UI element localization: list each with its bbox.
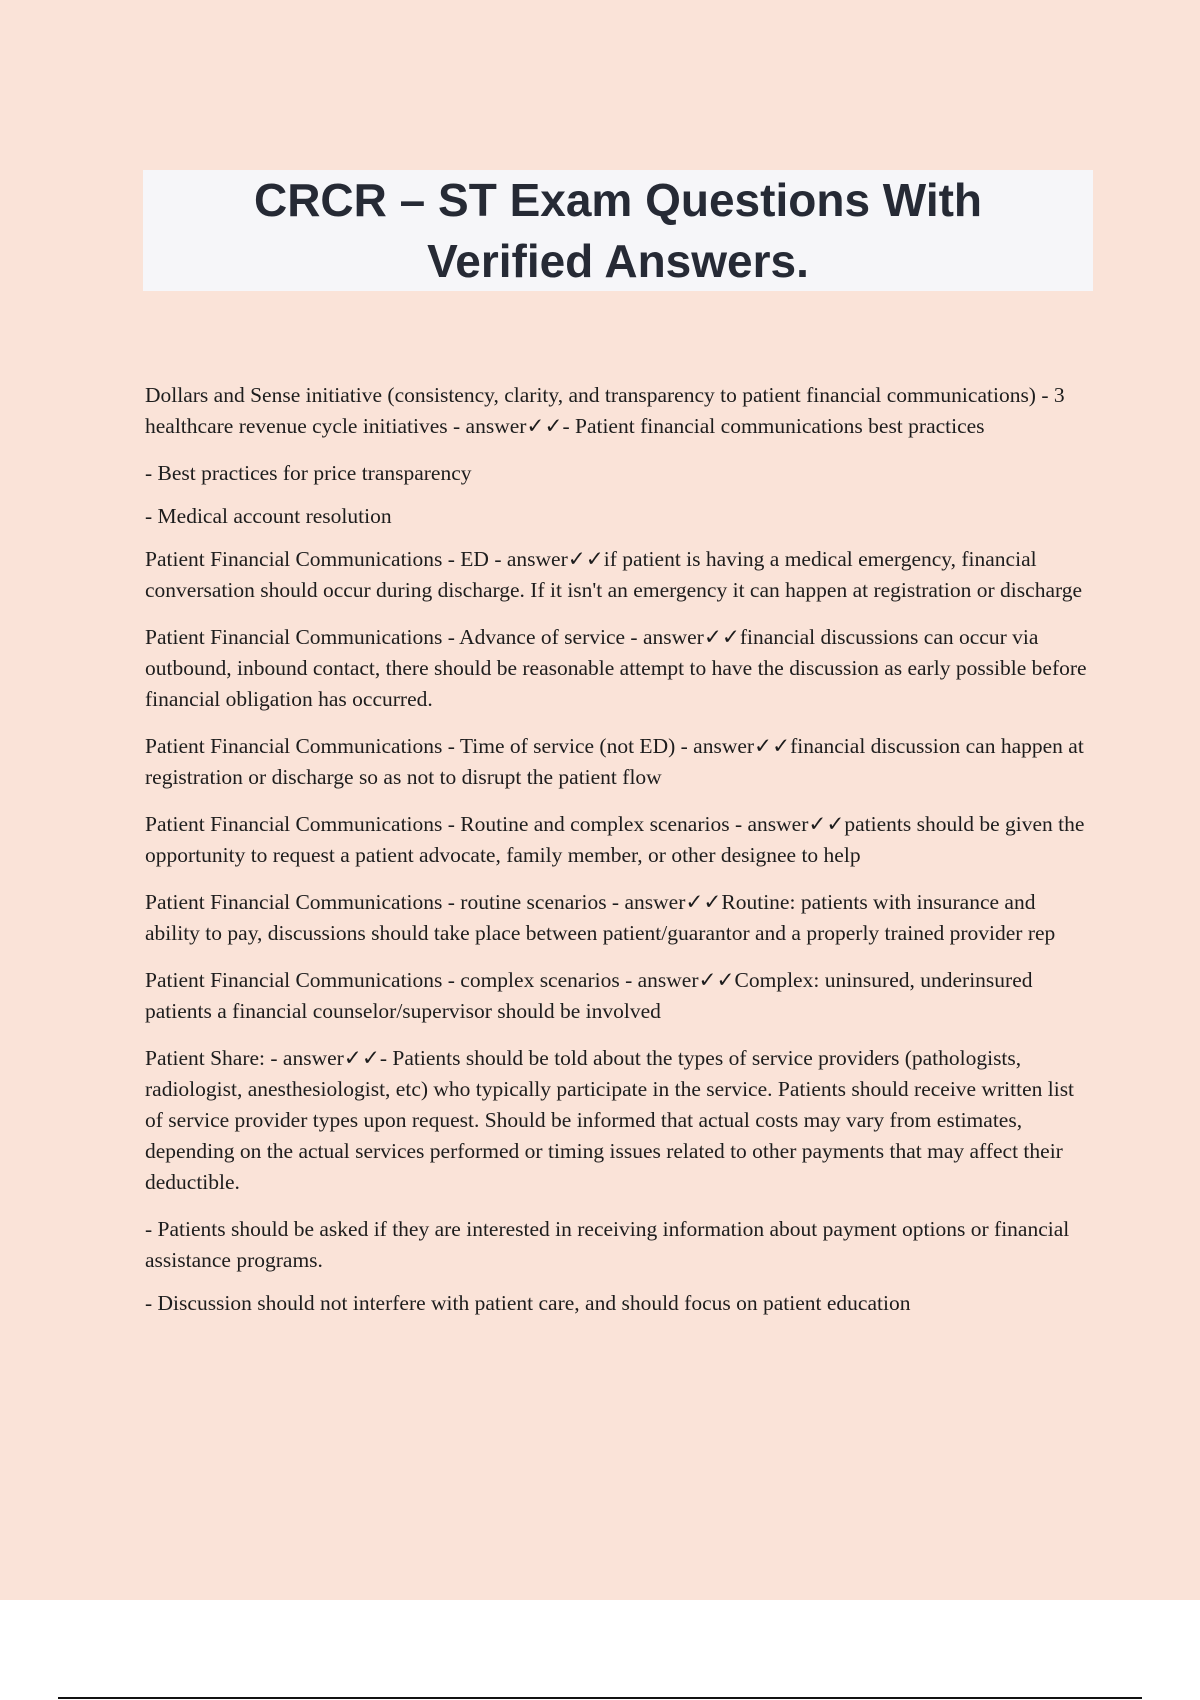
title-banner xyxy=(143,170,1093,291)
qa-paragraph: Patient Financial Communications - Advance of service - answer✓✓financial discussions can occur via outbound, inbound contact, there should be reasonable attempt to have the discussion as early possible before financial obligation has occurred. xyxy=(145,625,1087,711)
qa-paragraph: Dollars and Sense initiative (consistency, clarity, and transparency to patient financial communications) - 3 healthcare revenue cycle initiatives - answer✓✓- Patient financial communications best practices xyxy=(145,383,1065,438)
bullet-paragraph: - Medical account resolution xyxy=(145,504,392,528)
qa-paragraph: Patient Financial Communications - routine scenarios - answer✓✓Routine: patients with insurance and ability to pay, discussions should take place between patient/guarantor and a properly trained provider rep xyxy=(145,890,1056,945)
qa-paragraph: Patient Financial Communications - ED - answer✓✓if patient is having a medical emergency, financial conversation should occur during discharge. If it isn't an emergency it can happen at registration or discharge xyxy=(145,547,1083,602)
bottom-divider xyxy=(58,1697,1142,1699)
bullet-paragraph: - Best practices for price transparency xyxy=(145,461,472,485)
document-title: CRCR – ST Exam Questions With Verified Answers. xyxy=(253,173,983,287)
qa-paragraph: Patient Financial Communications - complex scenarios - answer✓✓Complex: uninsured, underinsured patients a financial counselor/supervisor should be involved xyxy=(145,968,1033,1023)
qa-paragraph: Patient Share: - answer✓✓- Patients should be told about the types of service providers (pathologists, radiologist, anesthesiologist, etc) who typically participate in the service. Patients should receive written list of service provider types upon request. Should be informed that actual costs may vary from estimates, depending on the actual services performed or timing issues related to other payments that may affect their deductible. xyxy=(145,1046,1075,1194)
bullet-paragraph: - Patients should be asked if they are interested in receiving information about payment options or financial assistance programs. xyxy=(145,1217,1070,1272)
qa-paragraph: Patient Financial Communications - Time of service (not ED) - answer✓✓financial discussion can happen at registration or discharge so as not to disrupt the patient flow xyxy=(145,734,1084,789)
qa-paragraph: Patient Financial Communications - Routine and complex scenarios - answer✓✓patients should be given the opportunity to request a patient advocate, family member, or other designee to help xyxy=(145,812,1085,867)
document-body xyxy=(145,380,1090,1331)
bullet-paragraph: - Discussion should not interfere with patient care, and should focus on patient education xyxy=(145,1291,911,1315)
